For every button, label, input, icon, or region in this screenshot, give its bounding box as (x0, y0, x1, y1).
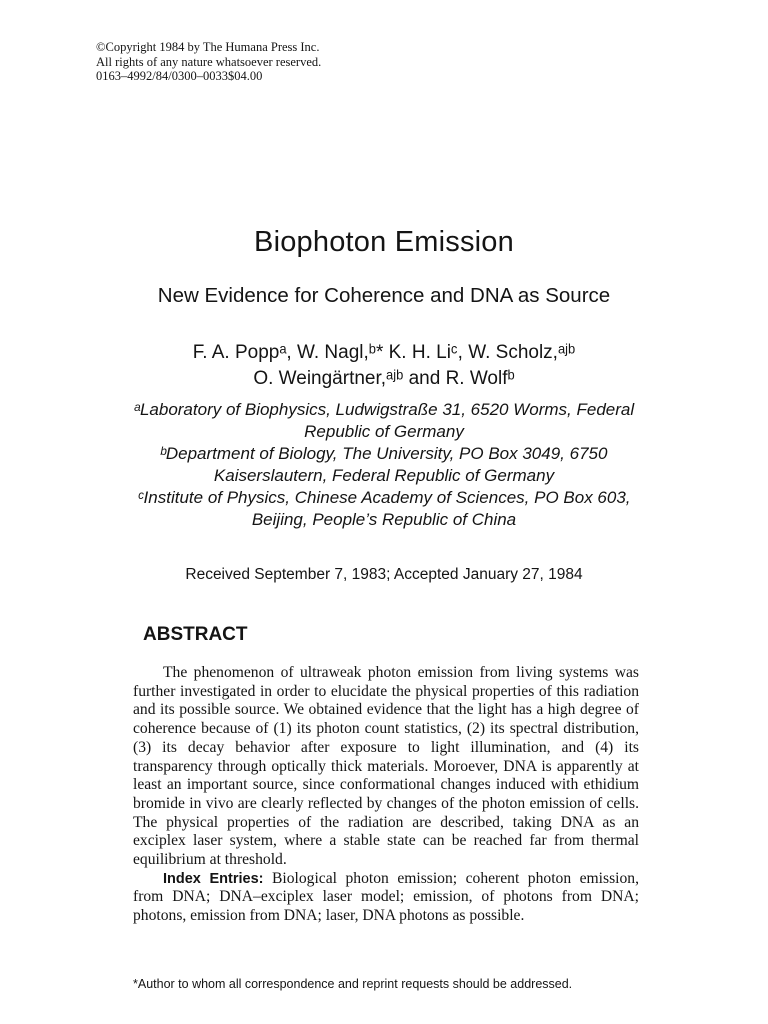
rights-line: All rights of any nature whatsoever reserved. (96, 54, 322, 69)
paper-subtitle: New Evidence for Coherence and DNA as Source (157, 284, 611, 307)
affiliation-line: Republic of Germany (304, 422, 464, 441)
received-accepted-dates: Received September 7, 1983; Accepted January 27, 1984 (185, 566, 583, 583)
affiliation-line: Kaiserslautern, Federal Republic of Germany (213, 466, 555, 485)
index-entries-paragraph (133, 870, 639, 926)
author-line: F. A. Poppᵃ, W. Nagl,ᵇ* K. H. Liᶜ, W. Scholz,ᵃʲᵇ (192, 342, 576, 363)
author-line: O. Weingärtner,ᵃʲᵇ and R. Wolfᵇ (253, 368, 515, 389)
issn-line: 0163–4992/84/0300–0033$04.00 (96, 69, 263, 83)
copyright-line: ©Copyright 1984 by The Humana Press Inc. (96, 40, 320, 54)
affiliation-line: ᶜInstitute of Physics, Chinese Academy of Sciences, PO Box 603, (137, 488, 631, 507)
abstract-heading: ABSTRACT (143, 624, 248, 645)
affiliation-line: ᵇDepartment of Biology, The University, PO Box 3049, 6750 (160, 444, 608, 463)
affiliations (0, 399, 768, 531)
paper-title: Biophoton Emission (254, 226, 514, 258)
affiliation-line: ᵃLaboratory of Biophysics, Ludwigstraße 31, 6520 Worms, Federal (133, 400, 635, 419)
author-list (0, 340, 768, 392)
copyright-notice (96, 40, 321, 84)
index-entries-text: Biological photon emission; coherent photon emission, from DNA; DNA–exciplex laser model; emission, of photons from DNA; photons, emission from DNA; laser, DNA photons as possible. (133, 869, 639, 925)
affiliation-line: Beijing, People’s Republic of China (251, 510, 517, 529)
correspondence-footnote: *Author to whom all correspondence and reprint requests should be addressed. (133, 977, 573, 991)
abstract-paragraph: The phenomenon of ultraweak photon emission from living systems was further investigated in order to elucidate the physical properties of this radiation and its possible source. We obtained evidence that the light has a high degree of coherence because of (1) its photon count statistics, (2) its spectral distribution, (3) its decay behavior after exposure to light illumination, and (4) its transparency through optically thick materials. Moroever, DNA is apparently at least an important source, since conformational changes induced with ethidium bromide in vivo are clearly reflected by changes of the photon emission of cells. The physical properties of the radiation are described, taking DNA as an exciplex laser system, where a stable state can be reached far from thermal equilibrium at threshold. (133, 664, 639, 869)
index-entries-label: Index Entries: (163, 870, 264, 887)
abstract-body (133, 664, 639, 926)
